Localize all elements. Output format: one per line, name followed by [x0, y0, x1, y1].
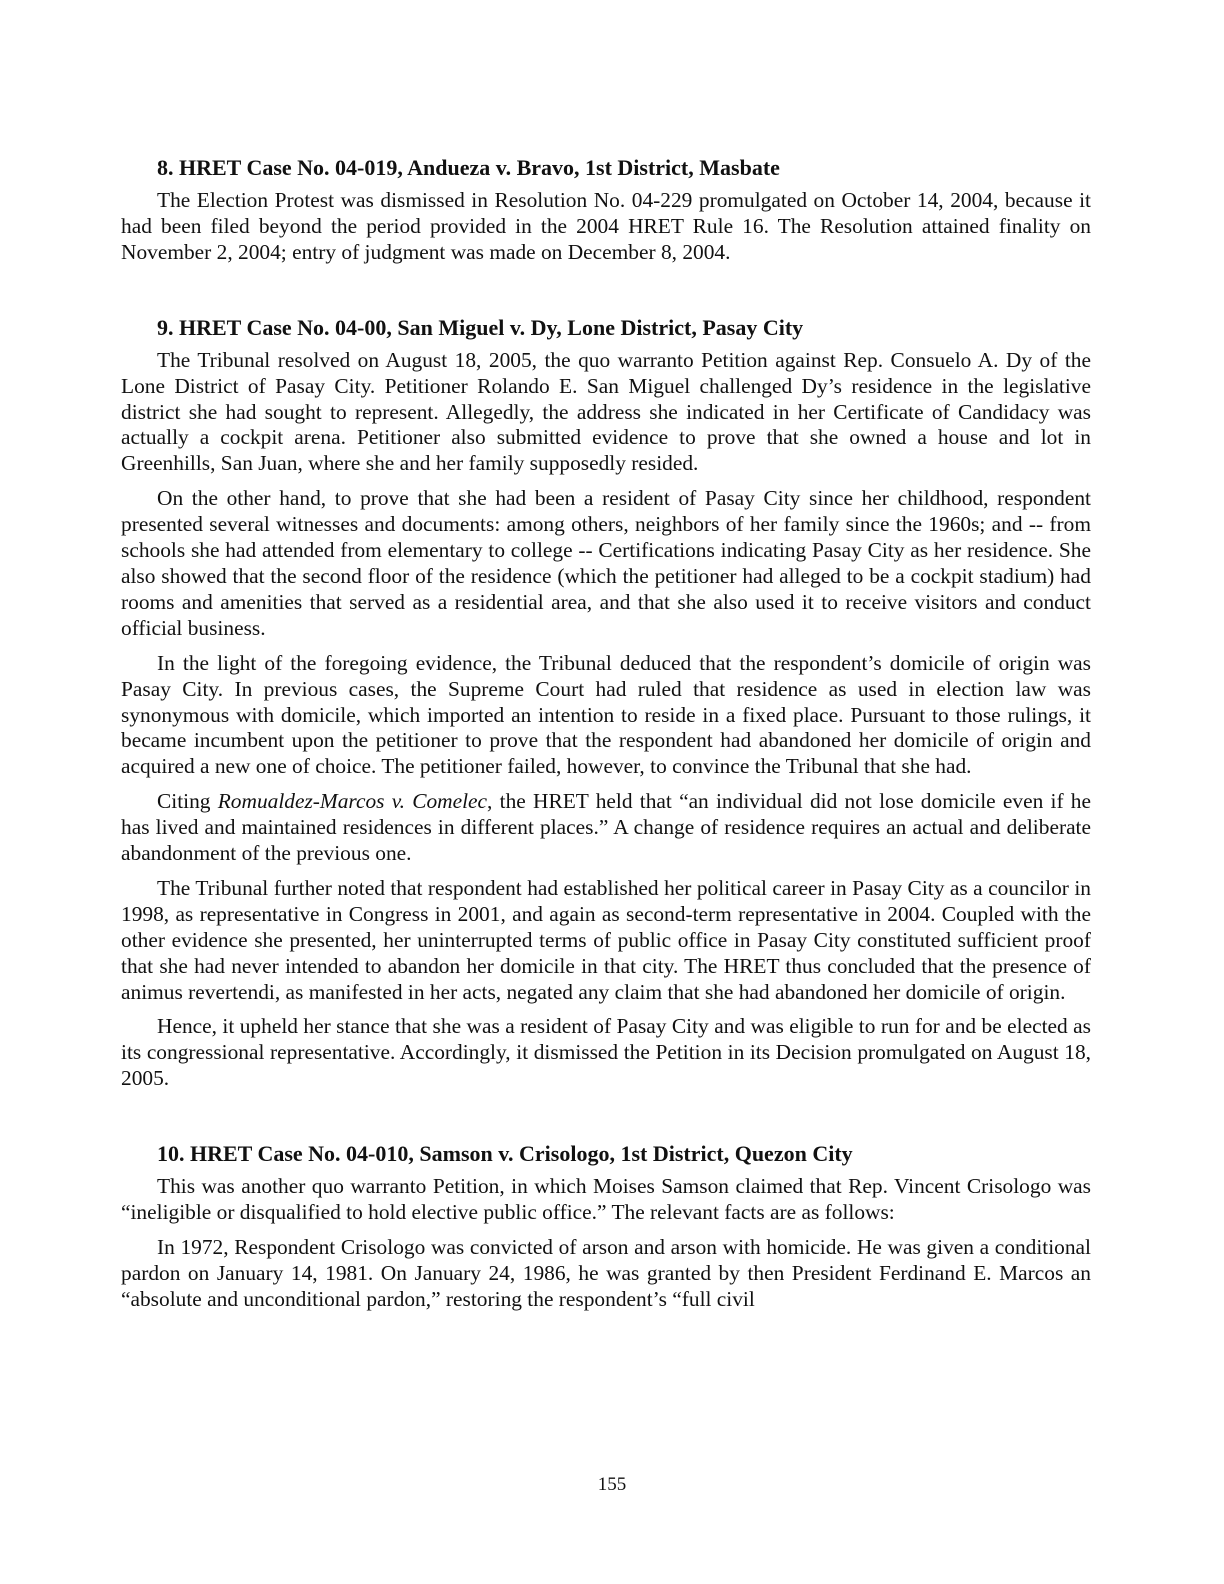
section-case-8: [121, 154, 1091, 266]
page-number: 155: [597, 1474, 627, 1495]
paragraph: Hence, it upheld her stance that she was a resident of Pasay City and was eligible to run for and be elected as its congressional representative. Accordingly, it dismissed the Petition in its Decision promulgated on August 18, 2005.: [121, 1014, 1091, 1091]
document-page: [121, 154, 1091, 1361]
paragraph: The Tribunal resolved on August 18, 2005, the quo warranto Petition against Rep. Consuelo A. Dy of the Lone District of Pasay City. Petitioner Rolando E. San Miguel challenged Dy’s residence in the legislative district she had sought to represent. Allegedly, the address she indicated in her Certificate of Candidacy was actually a cockpit arena. Petitioner also submitted evidence to prove that she owned a house and lot in Greenhills, San Juan, where she and her family supposedly resided.: [121, 347, 1091, 476]
section-heading: 10. HRET Case No. 04-010, Samson v. Crisologo, 1st District, Quezon City: [157, 1141, 853, 1167]
section-case-10: [121, 1140, 1091, 1313]
paragraph-with-citation: Citing Romualdez-Marcos v. Comelec, the HRET held that “an individual did not lose domicile even if he has lived and maintained residences in different places.” A change of residence requires an actual and deliberate abandonment of the previous one.: [121, 789, 1091, 866]
section-heading: 9. HRET Case No. 04-00, San Miguel v. Dy, Lone District, Pasay City: [157, 314, 804, 340]
paragraph: On the other hand, to prove that she had been a resident of Pasay City since her childhood, respondent presented several witnesses and documents: among others, neighbors of her family since the 1960s; and -- from schools she had attended from elementary to college -- Certifications indicating Pasay City as her residence. She also showed that the second floor of the residence (which the petitioner had alleged to be a cockpit stadium) had rooms and amenities that served as a residential area, and that she also used it to receive visitors and conduct official business.: [121, 486, 1091, 640]
paragraph: The Election Protest was dismissed in Resolution No. 04-229 promulgated on October 14, 2004, because it had been filed beyond the period provided in the 2004 HRET Rule 16. The Resolution attained finality on November 2, 2004; entry of judgment was made on December 8, 2004.: [121, 188, 1091, 264]
section-heading: 8. HRET Case No. 04-019, Andueza v. Bravo, 1st District, Masbate: [157, 155, 780, 180]
paragraph: In the light of the foregoing evidence, the Tribunal deduced that the respondent’s domicile of origin was Pasay City. In previous cases, the Supreme Court had ruled that residence as used in election law was synonymous with domicile, which imported an intention to reside in a fixed place. Pursuant to those rulings, it became incumbent upon the petitioner to prove that the respondent had abandoned her domicile of origin and acquired a new one of choice. The petitioner failed, however, to convince the Tribunal that she had.: [121, 650, 1091, 779]
paragraph: The Tribunal further noted that respondent had established her political career in Pasay City as a councilor in 1998, as representative in Congress in 2001, and again as second-term representative in 2004. Coupled with the other evidence she presented, her uninterrupted terms of public office in Pasay City constituted sufficient proof that she had never intended to abandon her domicile in that city. The HRET thus concluded that the presence of animus revertendi, as manifested in her acts, negated any claim that she had abandoned her domicile of origin.: [121, 875, 1091, 1004]
section-case-9: [121, 314, 1091, 1092]
case-citation: Romualdez-Marcos v. Comelec: [217, 789, 488, 814]
paragraph: This was another quo warranto Petition, in which Moises Samson claimed that Rep. Vincent Crisologo was “ineligible or disqualified to hold elective public office.” The relevant facts are as follows:: [121, 1174, 1091, 1225]
paragraph: In 1972, Respondent Crisologo was convicted of arson and arson with homicide. He was given a conditional pardon on January 14, 1981. On January 24, 1986, he was granted by then President Ferdinand E. Marcos an “absolute and unconditional pardon,” restoring the respondent’s “full civil: [121, 1235, 1091, 1311]
